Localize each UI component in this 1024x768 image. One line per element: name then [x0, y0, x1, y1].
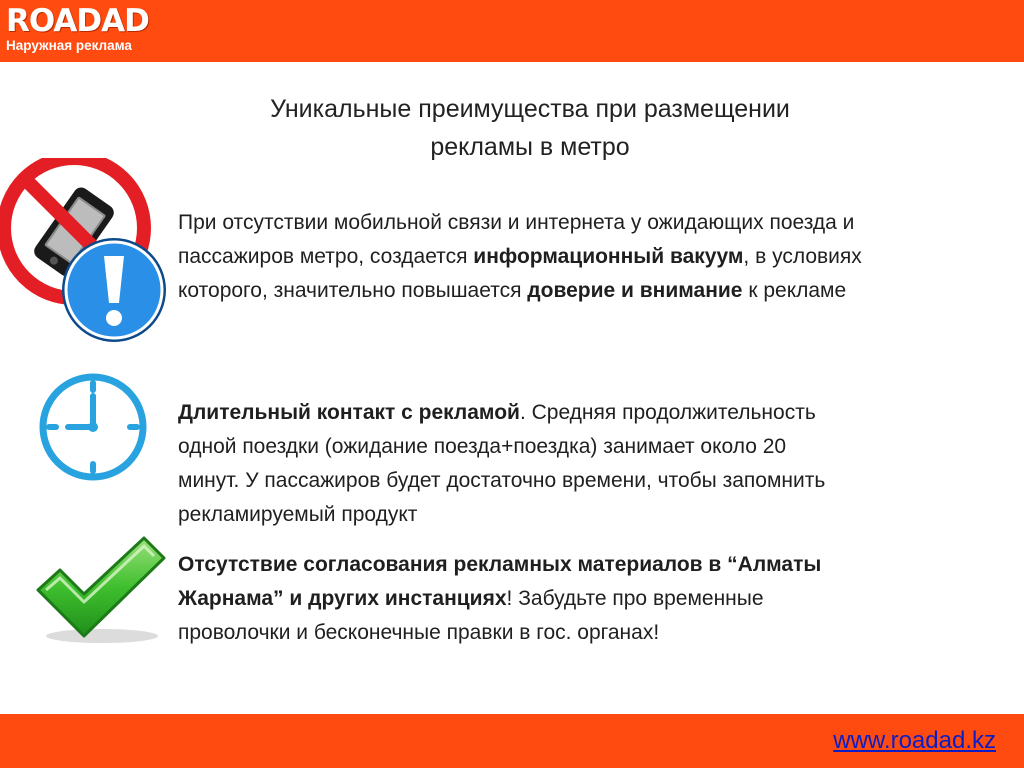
clock-icon: [36, 370, 150, 484]
benefit-3-line-2: [178, 582, 1024, 616]
benefit-3-text: ! Забудьте про временные: [506, 587, 764, 610]
checkmark-icon: [32, 532, 172, 646]
benefit-2-line-1: [178, 396, 1024, 430]
exclamation-icon: [62, 238, 166, 342]
benefit-3-highlight: Отсутствие согласования рекламных материалов в “Алматы: [178, 553, 822, 576]
benefit-1-line-1: При отсутствии мобильной связи и интернета у ожидающих поезда и: [178, 211, 855, 234]
website-link[interactable]: www.roadad.kz: [833, 727, 996, 754]
benefit-block-2: [178, 396, 1024, 532]
benefit-3-highlight: Жарнама” и других инстанциях: [178, 587, 507, 610]
benefit-block-3: [178, 548, 1024, 650]
benefit-1-text: к рекламе: [742, 279, 847, 302]
slide-title: [130, 90, 930, 166]
benefit-1-text: которого, значительно повышается: [178, 279, 528, 302]
benefit-1-line-3: [178, 274, 1024, 308]
benefit-3-line-3: проволочки и бесконечные правки в гос. органах!: [178, 621, 660, 644]
benefit-3-line-1: [178, 548, 1024, 582]
logo-tagline: Наружная реклама: [6, 38, 132, 53]
benefit-block-1: [178, 206, 1024, 308]
benefit-2-text: . Средняя продолжительность: [519, 401, 816, 424]
benefit-2-line-4: рекламируемый продукт: [178, 503, 418, 526]
slide-title-line-1: Уникальные преимущества при размещении: [270, 95, 790, 123]
benefit-1-line-2: [178, 240, 1024, 274]
benefit-2-line-3: минут. У пассажиров будет достаточно времени, чтобы запомнить: [178, 469, 826, 492]
benefit-2-line-2: одной поездки (ожидание поезда+поездка) занимает около 20: [178, 435, 787, 458]
slide-title-line-2: рекламы в метро: [430, 133, 630, 161]
header-bar: [0, 0, 1024, 62]
benefit-1-text: пассажиров метро, создается: [178, 245, 474, 268]
benefit-1-highlight: информационный вакуум: [473, 245, 744, 268]
roadad-logo[interactable]: ROADAD: [6, 3, 149, 39]
benefit-1-highlight: доверие и внимание: [527, 279, 743, 302]
benefit-2-highlight: Длительный контакт с рекламой: [178, 401, 520, 424]
benefit-1-text: , в условиях: [743, 245, 862, 268]
no-phone-and-exclamation-icon: [0, 158, 172, 350]
